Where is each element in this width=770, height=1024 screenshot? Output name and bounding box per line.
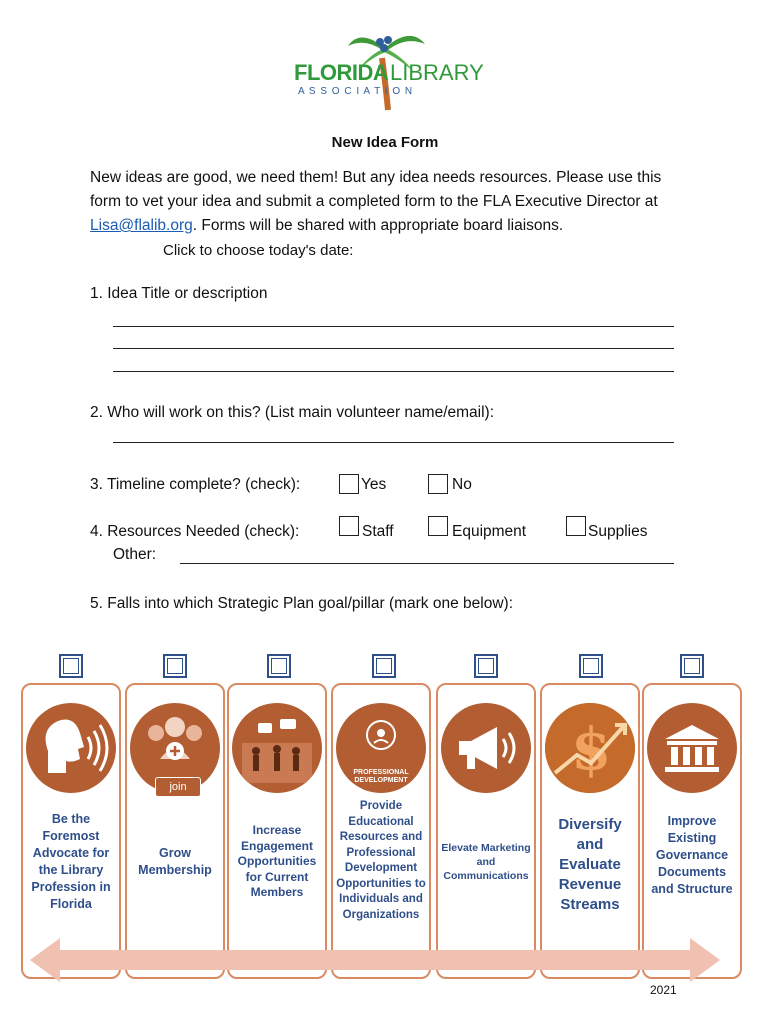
revenue-dollar-icon bbox=[545, 703, 635, 793]
pillar-1-text: Be the Foremost Advocate for the Library Profession in Florida bbox=[31, 812, 111, 911]
svg-text:$: $ bbox=[571, 715, 612, 783]
pillar-6-panel bbox=[540, 683, 640, 979]
yes-checkbox[interactable] bbox=[339, 474, 359, 494]
question-2-label: 2. Who will work on this? (List main volunteer name/email): bbox=[90, 404, 495, 421]
pillar-6-checkbox[interactable] bbox=[579, 654, 603, 678]
intro-paragraph bbox=[90, 166, 690, 238]
other-label: Other: bbox=[113, 546, 157, 563]
megaphone-icon bbox=[441, 703, 531, 793]
other-line[interactable] bbox=[180, 563, 674, 564]
page-title: New Idea Form bbox=[331, 134, 439, 151]
engagement-crowd-icon bbox=[232, 703, 322, 793]
logo-subtitle: A S S O C I A T I O N bbox=[298, 86, 414, 97]
professional-development-badge: PROFESSIONAL DEVELOPMENT bbox=[353, 769, 409, 784]
pillar-4-checkbox[interactable] bbox=[372, 654, 396, 678]
governance-building-icon bbox=[647, 703, 737, 793]
pillar-2-checkbox[interactable] bbox=[163, 654, 187, 678]
pillar-5-checkbox[interactable] bbox=[474, 654, 498, 678]
no-label: No bbox=[452, 476, 472, 493]
supplies-label: Supplies bbox=[588, 523, 648, 540]
answer-line-1b[interactable] bbox=[113, 348, 674, 349]
intro-text-end: . Forms will be shared with appropriate board liaisons. bbox=[192, 217, 564, 234]
logo-word-library: LIBRARY bbox=[390, 60, 484, 85]
pillar-7-text: Improve Existing Governance Documents and Structure bbox=[651, 814, 733, 896]
pillar-3-text: Increase Engagement Opportunities for Current Members bbox=[237, 823, 317, 899]
pillar-4-panel bbox=[331, 683, 431, 979]
no-checkbox[interactable] bbox=[428, 474, 448, 494]
question-5-label: 5. Falls into which Strategic Plan goal/pillar (mark one below): bbox=[90, 595, 513, 612]
answer-line-1a[interactable] bbox=[113, 326, 674, 327]
pillar-6-text: Diversify and Evaluate Revenue Streams bbox=[558, 816, 622, 913]
staff-checkbox[interactable] bbox=[339, 516, 359, 536]
equipment-label: Equipment bbox=[452, 523, 527, 540]
answer-line-1c[interactable] bbox=[113, 371, 674, 372]
question-1-label: 1. Idea Title or description bbox=[90, 285, 268, 302]
email-link[interactable]: Lisa@flalib.org bbox=[90, 217, 193, 234]
pillar-4-text: Provide Educational Resources and Professional Development Opportunities to Individuals and Organizations bbox=[336, 800, 426, 921]
year-footer: 2021 bbox=[650, 983, 677, 997]
pillar-1-panel bbox=[21, 683, 121, 979]
pillar-1-checkbox[interactable] bbox=[59, 654, 83, 678]
yes-label: Yes bbox=[361, 476, 387, 493]
supplies-checkbox[interactable] bbox=[566, 516, 586, 536]
double-arrow-icon bbox=[30, 938, 720, 982]
date-picker[interactable]: Click to choose today's date: bbox=[163, 242, 354, 259]
pillar-2-text: Grow Membership bbox=[138, 846, 212, 877]
answer-line-2[interactable] bbox=[113, 442, 674, 443]
pillar-7-panel bbox=[642, 683, 742, 979]
question-4-label: 4. Resources Needed (check): bbox=[90, 523, 300, 540]
pillar-3-panel bbox=[227, 683, 327, 979]
staff-label: Staff bbox=[362, 523, 394, 540]
fla-logo bbox=[290, 18, 484, 128]
pillar-7-checkbox[interactable] bbox=[680, 654, 704, 678]
pillar-3-checkbox[interactable] bbox=[267, 654, 291, 678]
advocate-speaking-icon bbox=[26, 703, 116, 793]
pillar-5-text: Elevate Marketing and Communications bbox=[441, 842, 531, 882]
question-3-label: 3. Timeline complete? (check): bbox=[90, 476, 301, 493]
equipment-checkbox[interactable] bbox=[428, 516, 448, 536]
join-badge: join bbox=[155, 777, 201, 797]
pillar-5-panel bbox=[436, 683, 536, 979]
intro-text: New ideas are good, we need them! But any idea needs resources. Please use this form to vet your idea and submit a completed form to the FLA Executive Director at bbox=[90, 169, 662, 210]
logo-word-florida: FLORIDA bbox=[294, 60, 389, 85]
pillar-2-panel bbox=[125, 683, 225, 979]
